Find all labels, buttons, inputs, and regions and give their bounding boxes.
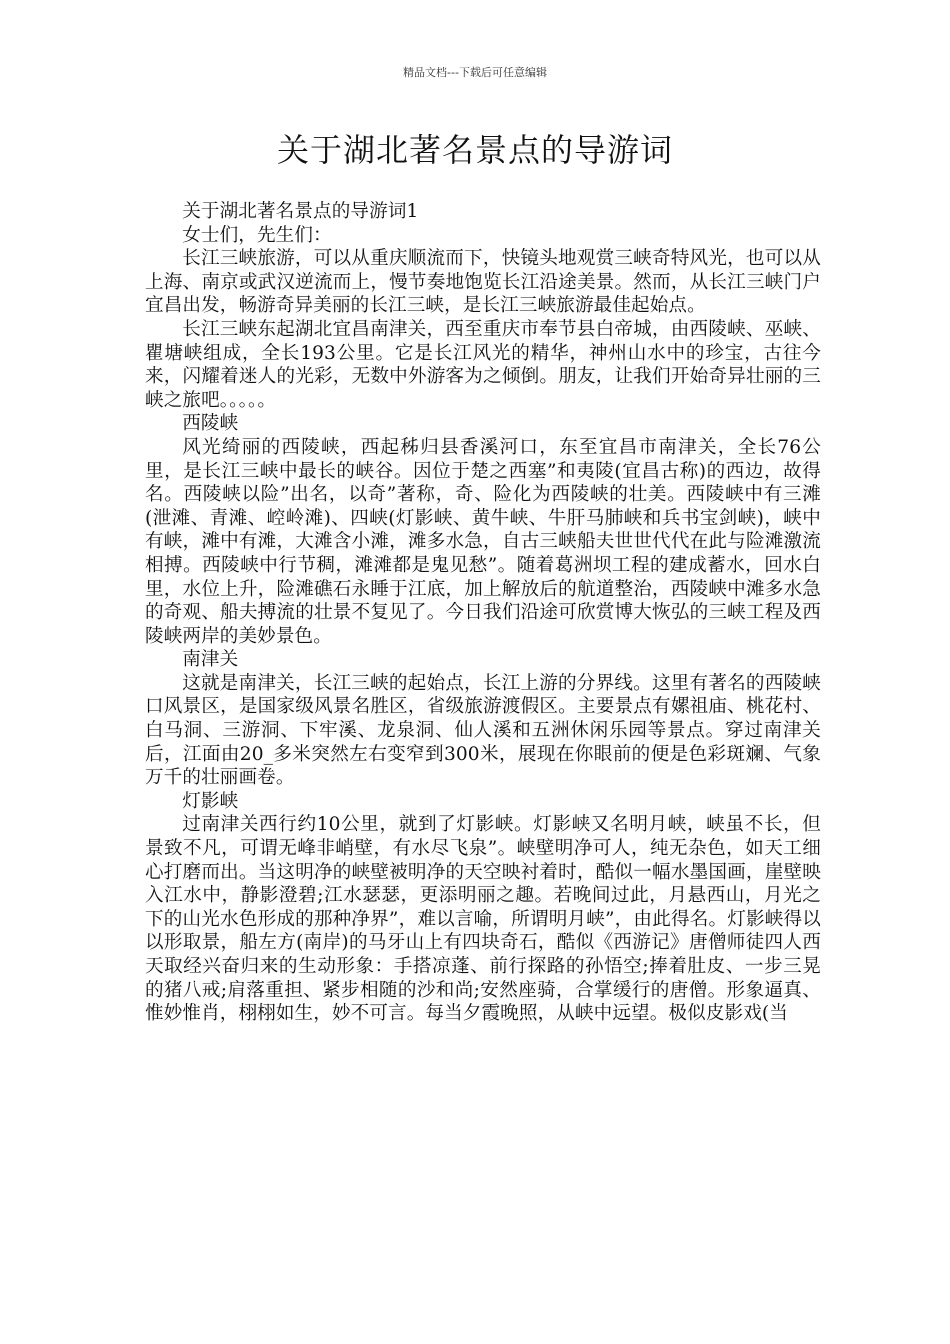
section-heading: 西陵峡 bbox=[182, 413, 239, 435]
greeting-line: 女士们，先生们： bbox=[182, 224, 332, 246]
section-heading: 灯影峡 bbox=[182, 790, 239, 812]
body-paragraph: 长江三峡旅游，可以从重庆顺流而下，快镜头地观赏三峡奇特风光，也可以从上海、南京或武汉逆流而上，慢节奏地饱览长江沿途美景。然而，从长江三峡门户宜昌出发，畅游奇异美丽的长江三峡，是长江三峡旅游最佳起始点。 bbox=[145, 248, 821, 317]
section-heading: 关于湖北著名景点的导游词1 bbox=[182, 201, 419, 222]
page-header: 精品文档---下载后可任意编辑 bbox=[403, 66, 547, 79]
document-body bbox=[145, 200, 821, 1026]
document-title: 关于湖北著名景点的导游词 bbox=[276, 131, 673, 169]
body-paragraph: 这就是南津关，长江三峡的起始点，长江上游的分界线。这里有著名的西陵峡口风景区，是国家级风景名胜区，省级旅游渡假区。主要景点有嫘祖庙、桃花村、白马洞、三游洞、下牢溪、龙泉洞、仙人溪和五洲休闲乐园等景点。穿过南津关后，江面由20_多米突然左右变窄到300米，展现在你眼前的便是色彩斑斓、气象万千的壮丽画卷。 bbox=[145, 672, 821, 789]
body-paragraph: 长江三峡东起湖北宜昌南津关，西至重庆市奉节县白帝城，由西陵峡、巫峡、瞿塘峡组成，全长193公里。它是长江风光的精华，神州山水中的珍宝，古往今来，闪耀着迷人的光彩，无数中外游客为之倾倒。朋友，让我们开始奇异壮丽的三峡之旅吧。。。。。 bbox=[145, 318, 821, 411]
body-paragraph: 风光绮丽的西陵峡，西起秭归县香溪河口，东至宜昌市南津关，全长76公里，是长江三峡中最长的峡谷。因位于楚之西塞”和夷陵(宜昌古称)的西边，故得名。西陵峡以险”出名，以奇”著称，奇、险化为西陵峡的壮美。西陵峡中有三滩(泄滩、青滩、崆岭滩)、四峡(灯影峡、黄牛峡、牛肝马肺峡和兵书宝剑峡)，峡中有峡，滩中有滩，大滩含小滩，滩多水急，自古三峡船夫世世代代在此与险滩激流相搏。西陵峡中行节稠，滩滩都是鬼见愁”。随着葛洲坝工程的建成蓄水，回水白里，水位上升，险滩礁石永睡于江底，加上解放后的航道整治，西陵峡中滩多水急的奇观、船夫搏流的壮景不复见了。今日我们沿途可欣赏博大恢弘的三峡工程及西陵峡两岸的美妙景色。 bbox=[145, 436, 821, 647]
section-heading: 南津关 bbox=[182, 649, 239, 671]
body-paragraph: 过南津关西行约10公里，就到了灯影峡。灯影峡又名明月峡，峡虽不长，但景致不凡，可谓无峰非峭壁，有水尽飞泉”。峡壁明净可人，纯无杂色，如天工细心打磨而出。当这明净的峡壁被明净的天空映衬着时，酷似一幅水墨国画，崖壁映入江水中，静影澄碧;江水瑟瑟，更添明丽之趣。若晚间过此，月悬西山，月光之下的山光水色形成的那种净界”，难以言喻，所谓明月峡”，由此得名。灯影峡得以以形取景，船左方(南岸)的马牙山上有四块奇石，酷似《西游记》唐僧师徒四人西天取经兴奋归来的生动形象：手搭凉蓬、前行探路的孙悟空;捧着肚皮、一步三晃的猪八戒;肩落重担、紧步相随的沙和尚;安然座骑，合掌缓行的唐僧。形象逼真、惟妙惟肖，栩栩如生，妙不可言。每当夕霞晚照，从峡中远望。极似皮影戏(当 bbox=[145, 814, 821, 1025]
